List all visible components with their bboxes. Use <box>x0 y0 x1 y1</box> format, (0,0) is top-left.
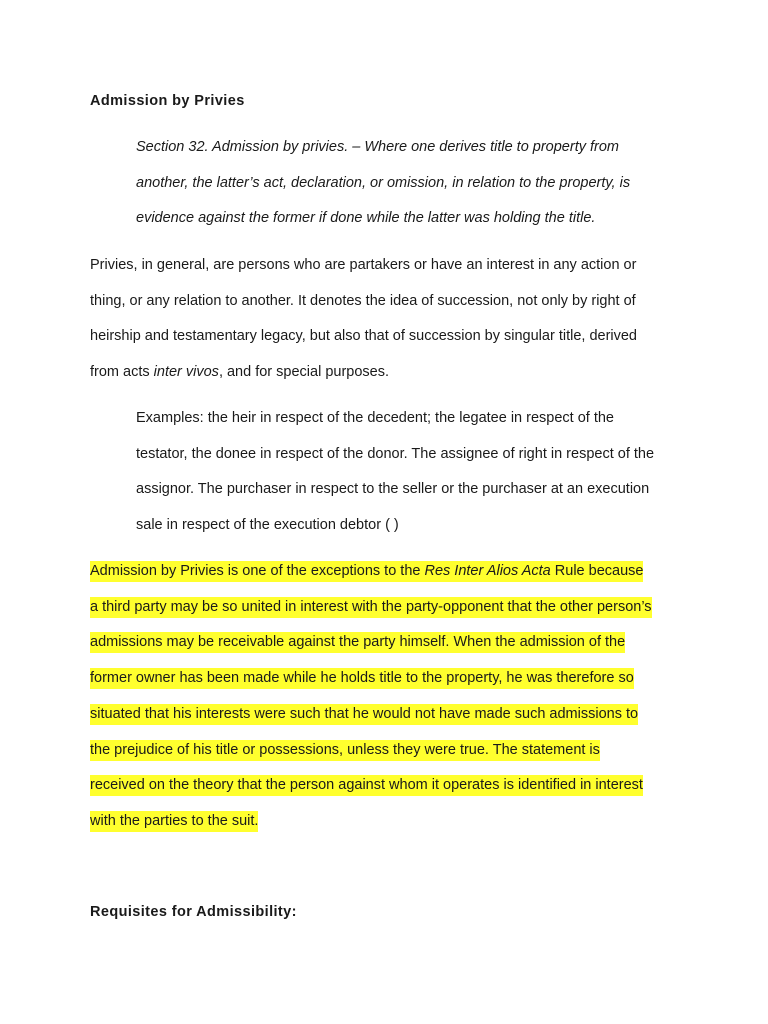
section-heading-admission-by-privies: Admission by Privies <box>90 93 245 109</box>
latin-term-res-inter-alios-acta: Res Inter Alios Acta <box>424 563 551 579</box>
highlight-mark: received on the theory that the person against whom it operates is identified in interest <box>90 775 643 796</box>
highlighted-line <box>90 804 710 840</box>
highlight-mark: situated that his interests were such that he would not have made such admissions to <box>90 704 638 725</box>
highlighted-line <box>90 590 710 626</box>
highlight-mark: a third party may be so united in interest with the party-opponent that the other person’s <box>90 597 652 618</box>
statute-quote <box>136 130 696 237</box>
highlight-mark: with the parties to the suit. <box>90 811 258 832</box>
body-line: heirship and testamentary legacy, but also that of succession by singular title, derived <box>90 328 637 345</box>
quote-line: Section 32. Admission by privies. – Where one derives title to property from <box>136 139 620 155</box>
body-line-text: from acts <box>90 364 154 381</box>
example-line: assignor. The purchaser in respect to the seller or the purchaser at an execution <box>136 481 650 498</box>
highlight-mark: former owner has been made while he holds title to the property, he was therefore so <box>90 668 634 689</box>
section-heading-requisites: Requisites for Admissibility: <box>90 904 297 920</box>
example-line: Examples: the heir in respect of the decedent; the legatee in respect of the <box>136 410 614 426</box>
body-line: thing, or any relation to another. It denotes the idea of succession, not only by right of <box>90 292 636 309</box>
quote-line: evidence against the former if done while the latter was holding the title. <box>136 210 596 227</box>
highlighted-line <box>90 733 710 769</box>
highlighted-line <box>90 625 710 661</box>
privies-definition-paragraph <box>90 248 710 391</box>
quote-line: another, the latter’s act, declaration, or omission, in relation to the property, is <box>136 174 631 191</box>
body-line <box>90 355 710 391</box>
highlight-mark: admissions may be receivable against the party himself. When the admission of the <box>90 632 625 653</box>
highlighted-line <box>90 697 710 733</box>
examples-paragraph <box>136 401 716 544</box>
highlight-mark <box>90 561 643 582</box>
highlighted-line <box>90 554 710 590</box>
body-line-text: , and for special purposes. <box>218 364 390 381</box>
latin-term-inter-vivos: inter vivos <box>153 364 219 381</box>
highlighted-line <box>90 661 710 697</box>
highlight-mark: the prejudice of his title or possessions, unless they were true. The statement is <box>90 740 600 761</box>
highlighted-text: Admission by Privies is one of the exceptions to the <box>90 563 425 579</box>
example-line: sale in respect of the execution debtor ( ) <box>136 517 399 534</box>
highlighted-line <box>90 768 710 804</box>
highlighted-paragraph <box>90 554 710 840</box>
example-line: testator, the donee in respect of the donor. The assignee of right in respect of the <box>136 445 655 462</box>
highlighted-text: Rule because <box>550 563 644 579</box>
body-line: Privies, in general, are persons who are partakers or have an interest in any action or <box>90 257 637 273</box>
